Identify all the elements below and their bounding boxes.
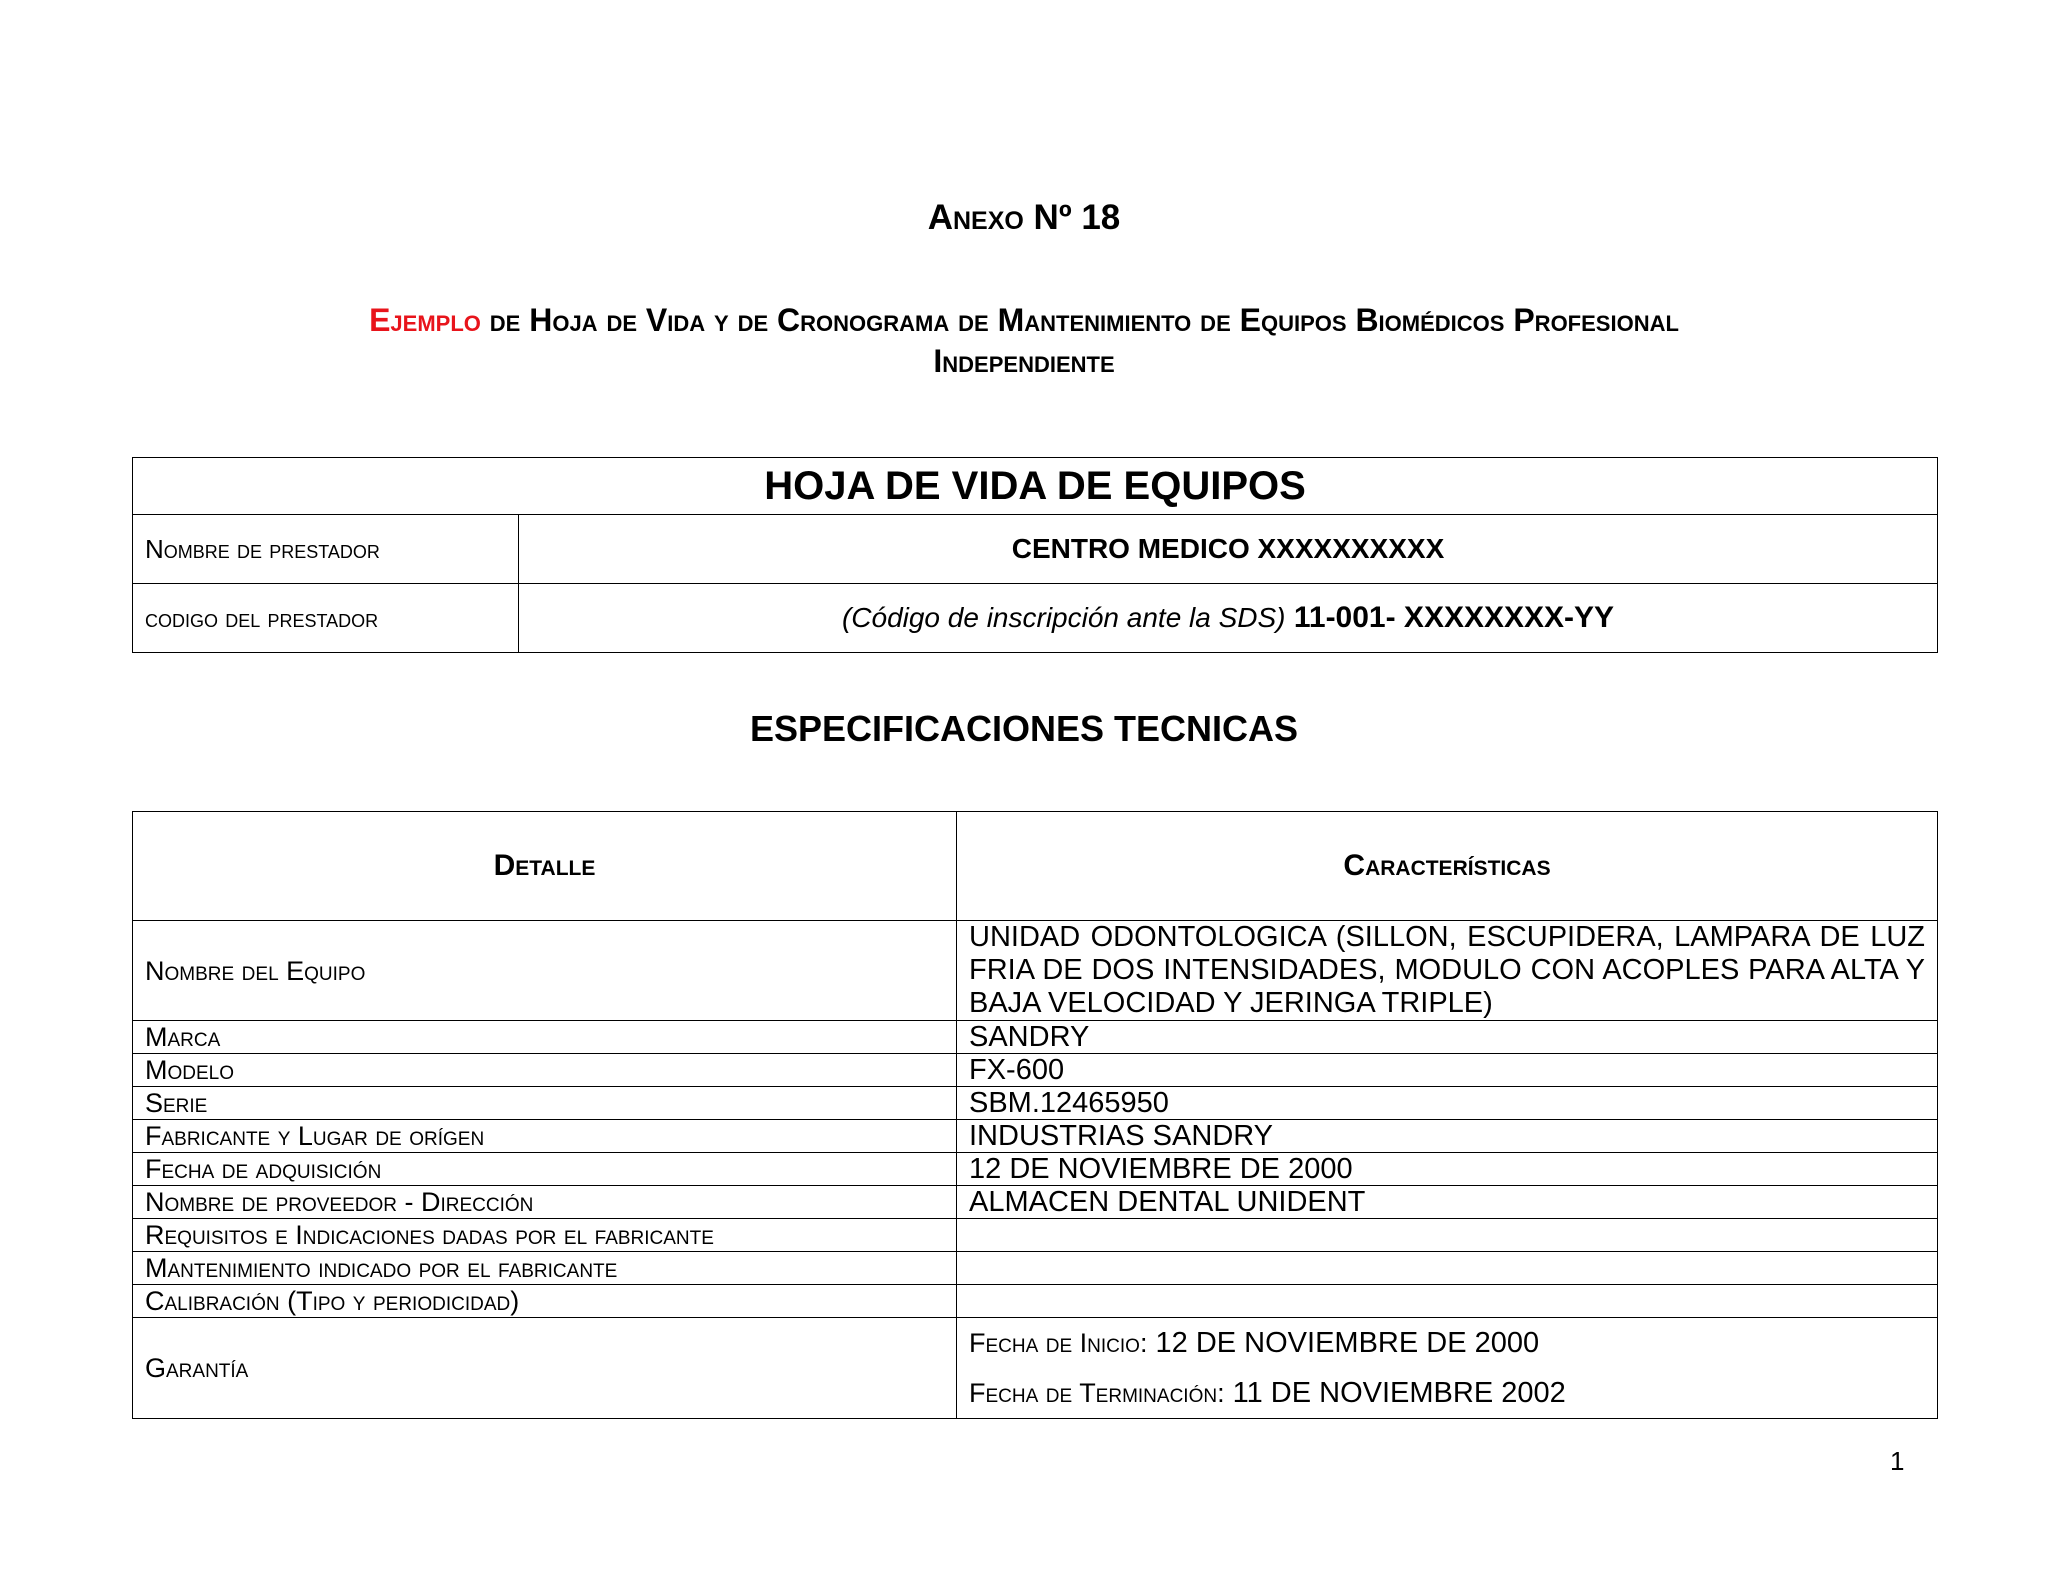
- spec-value: FX-600: [957, 1054, 1938, 1087]
- table-row: [133, 1153, 1938, 1186]
- table-row: [133, 1219, 1938, 1252]
- subtitle-rest: de Hoja de Vida y de Cronograma de Mantenimiento de Equipos Biomédicos Profesional: [480, 302, 1679, 338]
- spec-label: Calibración (Tipo y periodicidad): [133, 1285, 957, 1318]
- prestador-code-note: (Código de inscripción ante la SDS): [841, 602, 1286, 633]
- prestador-code-number: 11-001- XXXXXXXX-YY: [1285, 601, 1615, 634]
- table-row: [133, 515, 1938, 584]
- table-row: [133, 1021, 1938, 1054]
- table-row: [133, 921, 1938, 1021]
- garantia-inicio-value: 12 DE NOVIEMBRE DE 2000: [1147, 1327, 1540, 1359]
- hoja-vida-table: [132, 457, 1938, 653]
- page-number: 1: [1890, 1446, 1905, 1476]
- spec-value: SANDRY: [957, 1021, 1938, 1054]
- prestador-name-label: Nombre de prestador: [133, 515, 519, 584]
- table-row: [133, 1087, 1938, 1120]
- specs-title: ESPECIFICACIONES TECNICAS: [749, 708, 1299, 749]
- table-header-row: [133, 812, 1938, 921]
- spec-label: Nombre de proveedor - Dirección: [133, 1186, 957, 1219]
- spec-value: [957, 1252, 1938, 1285]
- spec-label: Requisitos e Indicaciones dadas por el fabricante: [133, 1219, 957, 1252]
- garantia-label: Garantía: [133, 1318, 957, 1419]
- prestador-code-label: codigo del prestador: [133, 584, 519, 653]
- spec-label: Modelo: [133, 1054, 957, 1087]
- garantia-fin-value: 11 DE NOVIEMBRE 2002: [1224, 1377, 1566, 1409]
- spec-label: Fabricante y Lugar de orígen: [133, 1120, 957, 1153]
- spec-label: Nombre del Equipo: [133, 921, 957, 1021]
- garantia-value: [957, 1318, 1938, 1419]
- hoja-vida-header: HOJA DE VIDA DE EQUIPOS: [133, 458, 1938, 515]
- table-row: [133, 584, 1938, 653]
- table-row: [133, 1285, 1938, 1318]
- table-row: [133, 1186, 1938, 1219]
- table-row: [133, 1120, 1938, 1153]
- spec-value: UNIDAD ODONTOLOGICA (SILLON, ESCUPIDERA, LAMPARA DE LUZ FRIA DE DOS INTENSIDADES, MODULO CON ACOPLES PARA ALTA Y BAJA VELOCIDAD Y JERINGA TRIPLE): [957, 921, 1938, 1021]
- table-row: [133, 1054, 1938, 1087]
- garantia-fin: [969, 1368, 1925, 1418]
- subtitle-line-1: [0, 300, 2048, 341]
- column-header-caracteristicas: Características: [957, 812, 1938, 921]
- garantia-fin-label: Fecha de Terminación:: [969, 1378, 1225, 1408]
- subtitle-highlight: Ejemplo: [369, 302, 481, 338]
- spec-label: Fecha de adquisición: [133, 1153, 957, 1186]
- spec-label: Mantenimiento indicado por el fabricante: [133, 1252, 957, 1285]
- prestador-code-value: [519, 584, 1938, 653]
- table-row: [133, 1318, 1938, 1419]
- spec-value: ALMACEN DENTAL UNIDENT: [957, 1186, 1938, 1219]
- spec-value: SBM.12465950: [957, 1087, 1938, 1120]
- spec-value: [957, 1219, 1938, 1252]
- spec-label: Marca: [133, 1021, 957, 1054]
- subtitle-line-2: Independiente: [933, 343, 1115, 379]
- table-row: [133, 458, 1938, 515]
- spec-value: 12 DE NOVIEMBRE DE 2000: [957, 1153, 1938, 1186]
- table-row: [133, 1252, 1938, 1285]
- garantia-inicio-label: Fecha de Inicio:: [969, 1328, 1148, 1358]
- spec-label: Serie: [133, 1087, 957, 1120]
- column-header-detalle: Detalle: [133, 812, 957, 921]
- prestador-name-value: CENTRO MEDICO XXXXXXXXXX: [519, 515, 1938, 584]
- garantia-inicio: [969, 1318, 1925, 1368]
- document-subtitle: [0, 300, 2048, 382]
- spec-value: [957, 1285, 1938, 1318]
- specs-table: [132, 811, 1938, 1419]
- spec-value: INDUSTRIAS SANDRY: [957, 1120, 1938, 1153]
- annex-title: Anexo Nº 18: [927, 198, 1121, 237]
